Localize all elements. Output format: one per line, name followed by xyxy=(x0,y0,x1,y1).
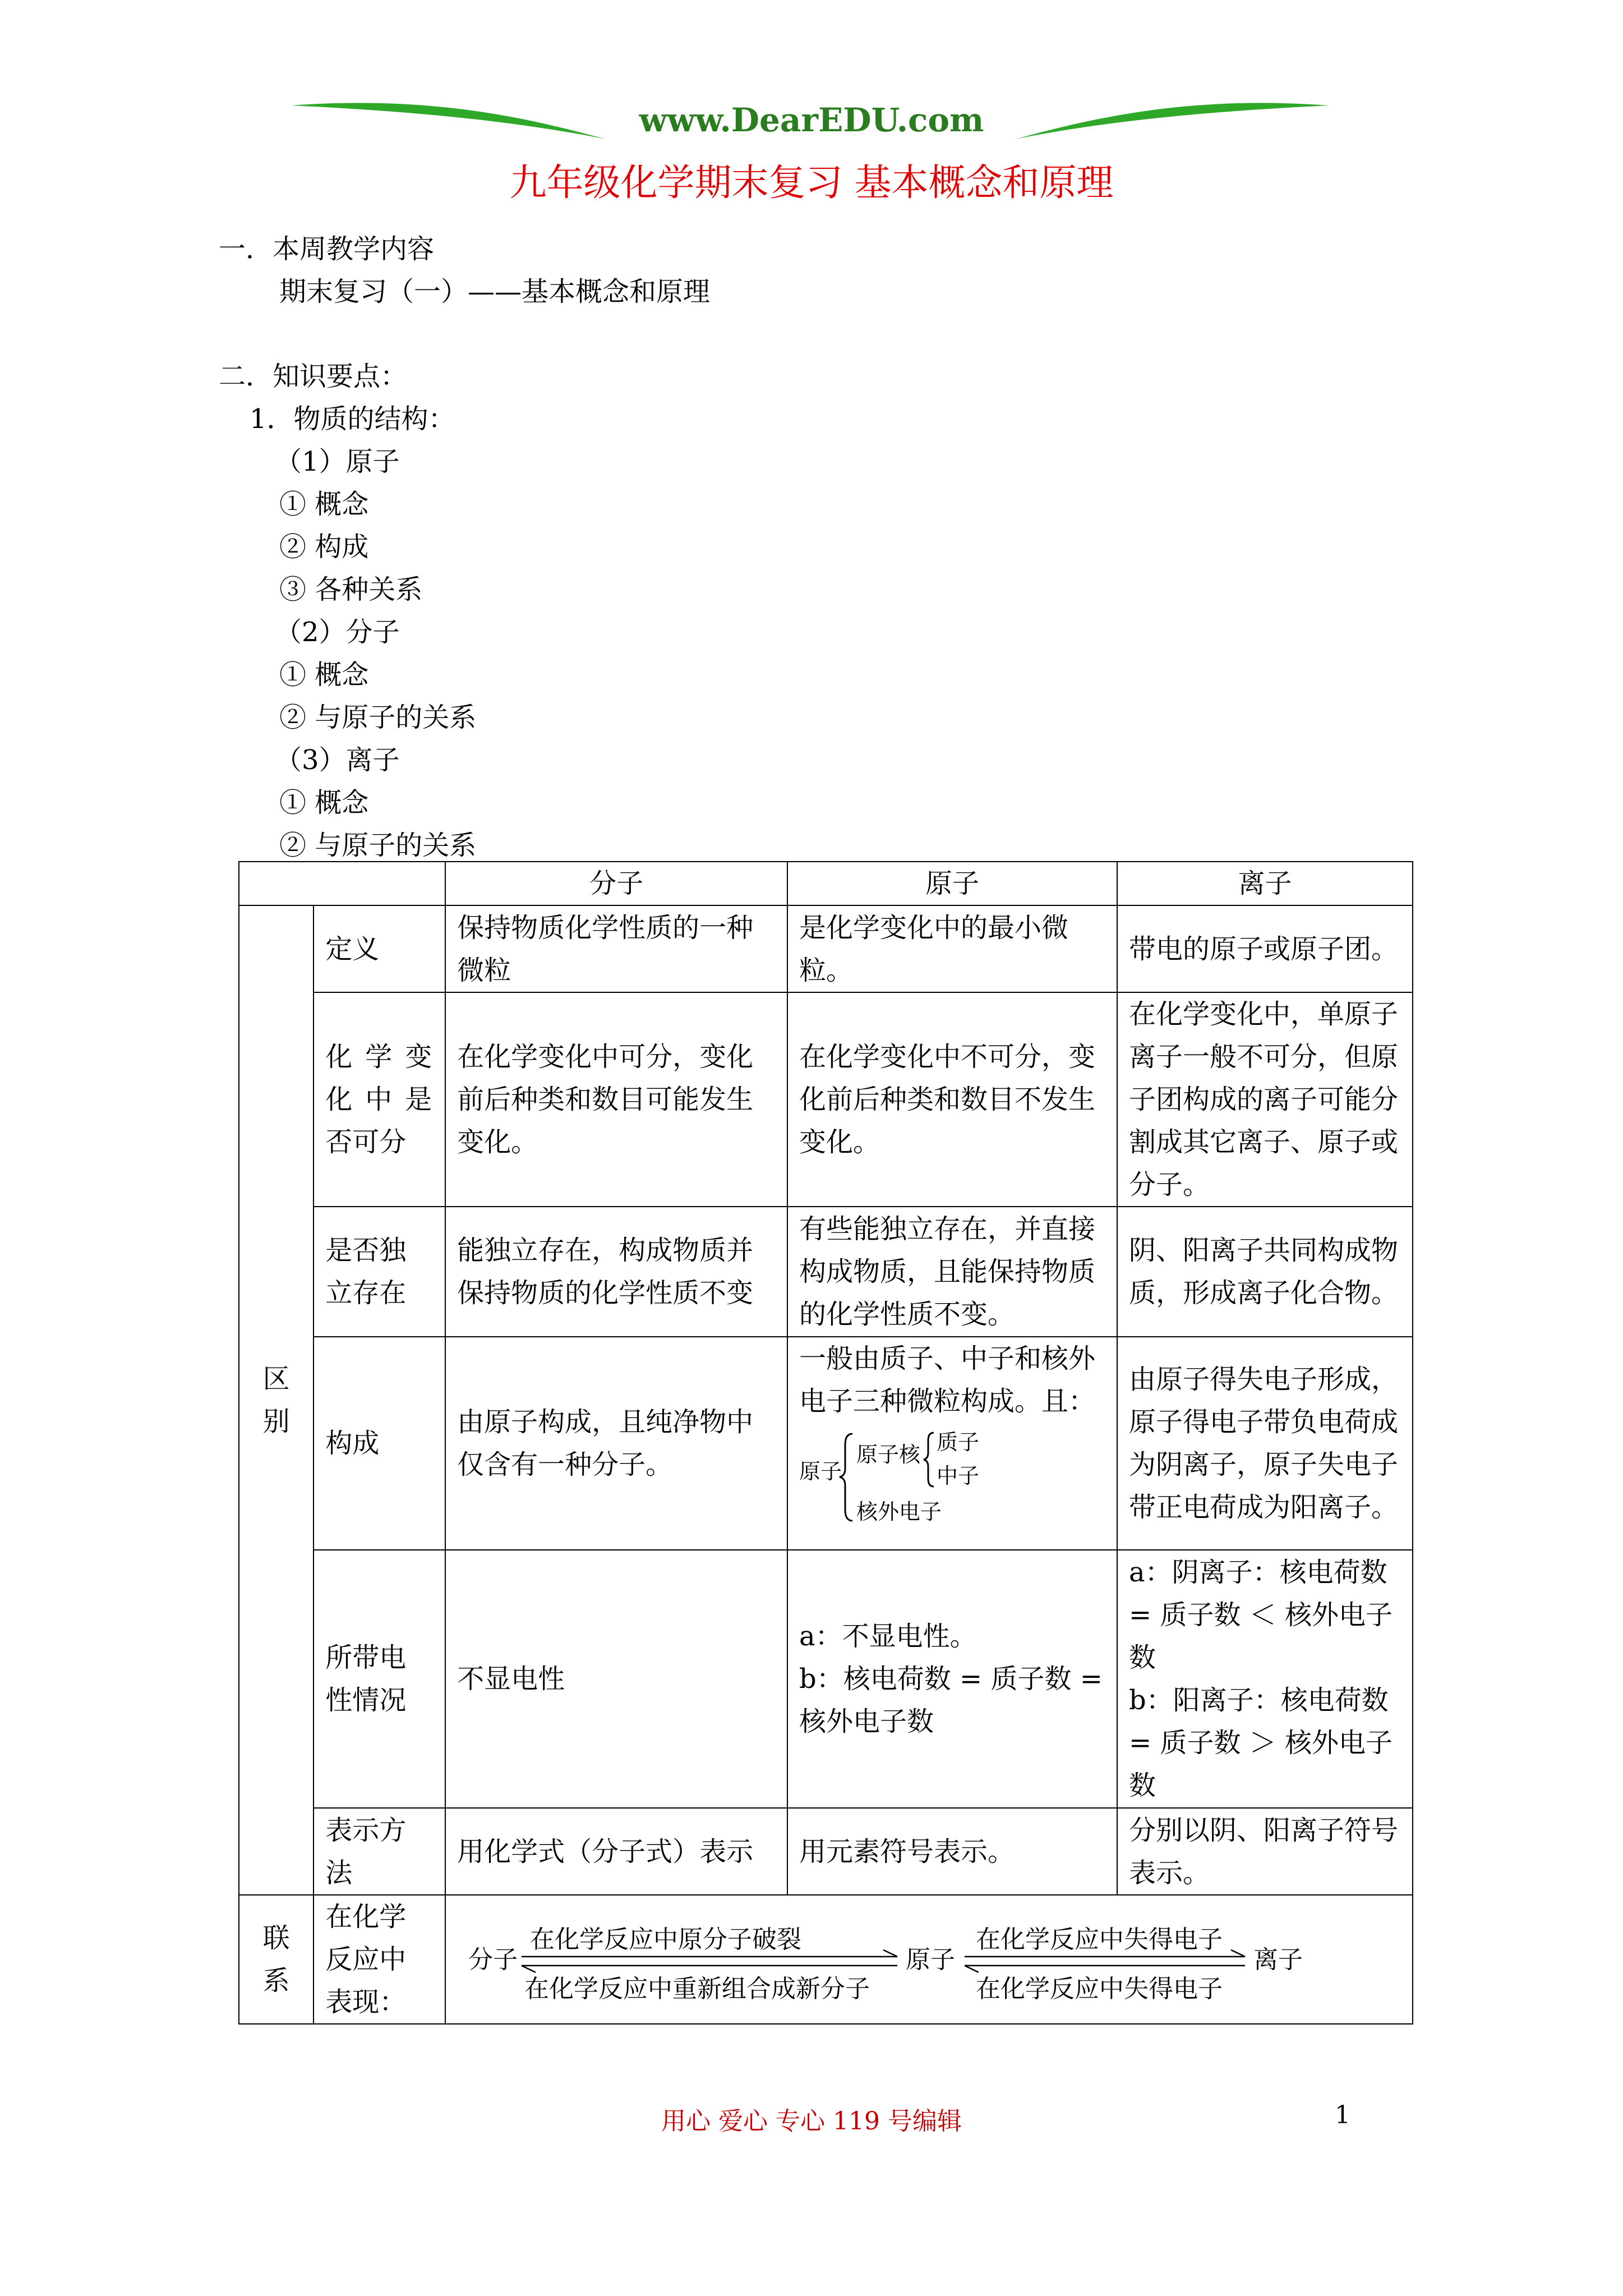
cell-molecule: 由原子构成，且纯净物中仅含有一种分子。 xyxy=(445,1337,787,1550)
table-row xyxy=(239,1550,1413,1808)
cell-atom xyxy=(787,1337,1117,1550)
svg-text:原子核: 原子核 xyxy=(856,1442,921,1467)
row-label: 在化学反应中表现： xyxy=(313,1895,445,2024)
svg-text:质子: 质子 xyxy=(937,1430,980,1455)
outline-item: ② 与原子的关系 xyxy=(279,702,477,733)
cell-atom: 是化学变化中的最小微粒。 xyxy=(787,905,1117,992)
cell-molecule: 保持物质化学性质的一种微粒 xyxy=(445,905,787,992)
cell-atom: 在化学变化中不可分，变化前后种类和数目不发生变化。 xyxy=(787,992,1117,1207)
row-label: 定义 xyxy=(313,905,445,992)
page-title: 九年级化学期末复习 基本概念和原理 xyxy=(509,161,1114,204)
cell-molecule: 不显电性 xyxy=(445,1550,787,1808)
reaction-diagram xyxy=(446,1896,1410,2023)
reaction-relation xyxy=(445,1895,1413,2024)
svg-text:在化学反应中原分子破裂: 在化学反应中原分子破裂 xyxy=(530,1925,802,1954)
row-label: 表示方法 xyxy=(313,1808,445,1895)
svg-text:核外电子: 核外电子 xyxy=(856,1499,942,1524)
cell-molecule: 在化学变化中可分，变化前后种类和数目可能发生变化。 xyxy=(445,992,787,1207)
table-row xyxy=(239,1808,1413,1895)
svg-text:原子: 原子 xyxy=(799,1459,842,1484)
table-row xyxy=(239,1207,1413,1337)
section-heading: 二．知识要点： xyxy=(219,361,408,392)
cell-ion: 带电的原子或原子团。 xyxy=(1117,905,1413,992)
atom-structure-intro: 一般由质子、中子和核外电子三种微粒构成。且： xyxy=(799,1343,1096,1417)
svg-text:在化学反应中失得电子: 在化学反应中失得电子 xyxy=(976,1975,1223,2003)
outline-item: 1．物质的结构： xyxy=(250,403,455,435)
row-label: 所带电性情况 xyxy=(313,1550,445,1808)
outline-item: （2）分子 xyxy=(275,616,400,648)
outline-item: ② 与原子的关系 xyxy=(279,830,477,861)
outline-item: ① 概念 xyxy=(279,489,369,520)
cell-ion: 分别以阴、阳离子符号表示。 xyxy=(1117,1808,1413,1895)
page-footer: 用心 爱心 专心 119 号编辑 xyxy=(661,2107,962,2136)
outline-item: ② 构成 xyxy=(279,531,369,563)
cell-ion: 阴、阳离子共同构成物质，形成离子化合物。 xyxy=(1117,1207,1413,1337)
ion-charge-a: a：阴离子：核电荷数 = 质子数 ＜ 核外电子数 xyxy=(1129,1557,1393,1673)
header-ion: 离子 xyxy=(1117,862,1413,905)
svg-text:离子: 离子 xyxy=(1253,1945,1303,1974)
cell-ion xyxy=(1117,1550,1413,1808)
section-heading: 一．本周教学内容 xyxy=(219,233,435,265)
outline-item: ① 概念 xyxy=(279,659,369,691)
atom-charge-a: a：不显电性。 xyxy=(799,1621,977,1652)
header-atom: 原子 xyxy=(787,862,1117,905)
svg-text:在化学反应中重新组合成新分子: 在化学反应中重新组合成新分子 xyxy=(524,1975,870,2003)
page-number: 1 xyxy=(1335,2101,1350,2129)
cell-atom xyxy=(787,1550,1117,1808)
cell-atom: 有些能独立存在，并直接构成物质，且能保持物质的化学性质不变。 xyxy=(787,1207,1117,1337)
atom-structure-diagram xyxy=(799,1423,1035,1524)
banner-logo: www.DearEDU.com xyxy=(639,101,984,139)
header-molecule: 分子 xyxy=(445,862,787,905)
outline-item: （3）离子 xyxy=(275,744,400,776)
row-label: 是否独立存在 xyxy=(313,1207,445,1337)
ion-charge-b: b：阳离子：核电荷数 = 质子数 ＞ 核外电子数 xyxy=(1129,1685,1393,1801)
cell-ion: 在化学变化中，单原子离子一般不可分，但原子团构成的离子可能分割成其它离子、原子或分子。 xyxy=(1117,992,1413,1207)
atom-charge-b: b：核电荷数 = 质子数 = 核外电子数 xyxy=(799,1663,1103,1737)
table-row xyxy=(239,1337,1413,1550)
cell-atom: 用元素符号表示。 xyxy=(787,1808,1117,1895)
group-label-difference: 区别 xyxy=(239,905,313,1895)
row-label: 构成 xyxy=(313,1337,445,1550)
cell-ion: 由原子得失电子形成，原子得电子带负电荷成为阴离子，原子失电子带正电荷成为阳离子。 xyxy=(1117,1337,1413,1550)
table-header-row xyxy=(239,862,1413,905)
svg-text:中子: 中子 xyxy=(937,1464,980,1488)
cell-molecule: 用化学式（分子式）表示 xyxy=(445,1808,787,1895)
outline-item: ① 概念 xyxy=(279,787,369,818)
section-text: 期末复习（一）——基本概念和原理 xyxy=(279,276,711,307)
header-empty xyxy=(239,862,445,905)
outline-item: ③ 各种关系 xyxy=(279,574,423,605)
svg-text:在化学反应中失得电子: 在化学反应中失得电子 xyxy=(976,1925,1223,1954)
table-row xyxy=(239,992,1413,1207)
outline-item: （1）原子 xyxy=(275,446,400,477)
table-row-link xyxy=(239,1895,1413,2024)
comparison-table xyxy=(238,861,1413,2024)
svg-text:分子: 分子 xyxy=(468,1945,518,1974)
svg-text:原子: 原子 xyxy=(906,1945,956,1974)
group-label-link: 联系 xyxy=(239,1895,313,2024)
row-label: 化学变化中是否可分 xyxy=(313,992,445,1207)
cell-molecule: 能独立存在，构成物质并保持物质的化学性质不变 xyxy=(445,1207,787,1337)
table-row xyxy=(239,905,1413,992)
